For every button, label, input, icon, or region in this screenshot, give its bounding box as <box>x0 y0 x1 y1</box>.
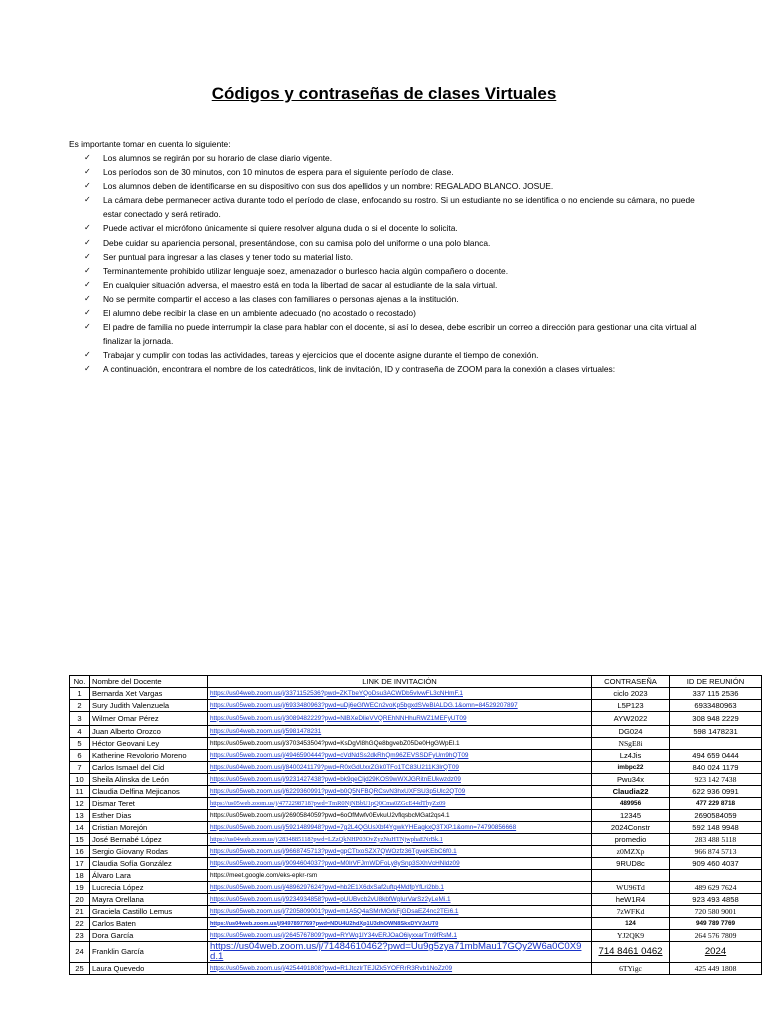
header-link: LINK DE INVITACIÓN <box>208 676 592 688</box>
row-number: 2 <box>70 700 90 712</box>
invitation-link[interactable]: https://us05web.zoom.us/j/2645767809?pwd=RYWq1lY34vERJOaO6iyxxarTm9fRsM.1 <box>210 931 457 939</box>
table-row <box>70 942 762 963</box>
invitation-link[interactable]: https://us05web.zoom.us/j/3703453504?pwd=KsDgVl8hGQe8bgvebZ05De0HgGWpEl.1 <box>210 739 460 747</box>
row-number: 17 <box>70 858 90 870</box>
teacher-name: Dismar Teret <box>90 798 208 810</box>
teacher-name: Bernarda Xet Vargas <box>90 688 208 700</box>
password-cell: ciclo 2023 <box>592 688 670 700</box>
meeting-id-cell: 592 148 9948 <box>670 822 762 834</box>
row-number: 10 <box>70 774 90 786</box>
password-cell <box>592 870 670 882</box>
row-number: 15 <box>70 834 90 846</box>
password-cell: YJ2QK9 <box>592 930 670 942</box>
teacher-name: Sury Judith Valenzuela <box>90 700 208 712</box>
teacher-name: Graciela Castillo Lemus <box>90 906 208 918</box>
password-cell: 124 <box>592 918 670 930</box>
meeting-id-cell <box>670 870 762 882</box>
table-row <box>70 810 762 822</box>
row-number: 22 <box>70 918 90 930</box>
row-number: 14 <box>70 822 90 834</box>
row-number: 3 <box>70 712 90 726</box>
meeting-id-cell: 840 024 1179 <box>670 762 762 774</box>
rule-item: ✓ Los alumnos deben de identificarse en su dispositivo con sus dos apellidos y un nombre: REGALADO BLANCO. JOSUE. <box>84 179 714 193</box>
table-row <box>70 750 762 762</box>
teacher-name: Lucrecia López <box>90 882 208 894</box>
invitation-link[interactable]: https://us04web.zoom.us/j/8400241179?pwd=R0xGdUxxZGk0TFo1TC83U211K3lrQT09 <box>210 763 459 771</box>
meeting-id-cell: 923 493 4858 <box>670 894 762 906</box>
header-meeting-id: ID DE REUNIÓN <box>670 676 762 688</box>
invitation-link[interactable]: https://us04web.zoom.us/j/3371152536?pwd=ZKTbeYQoDsu3ACWDb5vlvwFL3cNHmF.1 <box>210 689 463 697</box>
rule-item: ✓ Trabajar y cumplir con todas las actividades, tareas y ejercicios que el docente asigne durante el tiempo de conexión. <box>84 348 714 362</box>
teacher-name: José Bernabé López <box>90 834 208 846</box>
rule-item: ✓ Terminantemente prohibido utilizar lenguaje soez, amenazador o burlesco hacia algún compañero o docente. <box>84 264 714 278</box>
row-number: 11 <box>70 786 90 798</box>
password-cell: heW1R4 <box>592 894 670 906</box>
meeting-id-cell: 2024 <box>670 942 762 963</box>
table-row <box>70 918 762 930</box>
invitation-link[interactable]: https://us05web.zoom.us/j/6933480963?pwd=uDj6eGfWECn2voKp5bgxdSVeBIALDG.1&omn=84529207897 <box>210 701 518 709</box>
row-number: 6 <box>70 750 90 762</box>
teacher-name: Dora García <box>90 930 208 942</box>
checkmark-icon: ✓ <box>84 279 91 289</box>
row-number: 13 <box>70 810 90 822</box>
rule-item: ✓ No se permite compartir el acceso a las clases con familiares o personas ajenas a la institución. <box>84 292 714 306</box>
rule-item: ✓ A continuación, encontrara el nombre de los catedráticos, link de invitación, ID y contraseña de ZOOM para la conexión a clases virtuales: <box>84 362 714 376</box>
password-cell: NSgE8i <box>592 738 670 750</box>
table-row <box>70 834 762 846</box>
rules-list <box>84 151 714 377</box>
teacher-name: Franklin García <box>90 942 208 963</box>
checkmark-icon: ✓ <box>84 293 91 303</box>
meeting-id-cell: 6933480963 <box>670 700 762 712</box>
page-title: Códigos y contraseñas de clases Virtuales <box>211 84 557 103</box>
table-row <box>70 700 762 712</box>
table-row <box>70 712 762 726</box>
rule-item: ✓ Puede activar el micrófono únicamente si quiere resolver alguna duda o si el docente lo solicita. <box>84 221 714 235</box>
checkmark-icon: ✓ <box>84 195 91 205</box>
invitation-link[interactable]: https://us05web.zoom.us/j/4772298718?pwd=TmR0NjNBbU1pQ0Cma0ZGcE44dThyZz09 <box>210 799 446 807</box>
checkmark-icon: ✓ <box>84 251 91 261</box>
row-number: 5 <box>70 738 90 750</box>
invitation-link[interactable]: https://us05web.zoom.us/j/9668745713?pwd=gpCTtxoSZX7QWOzfz36TgveKEbC6f0.1 <box>210 847 457 855</box>
teacher-name: Juan Alberto Orozco <box>90 726 208 738</box>
password-cell: L5P123 <box>592 700 670 712</box>
checkmark-icon: ✓ <box>84 265 91 275</box>
invitation-link[interactable]: https://us05web.zoom.us/j/6229360991?pwd=b0Q5NFBQRCsvN3hxUXFSU3p5Ulc2QT09 <box>210 787 466 795</box>
header-no: No. <box>70 676 90 688</box>
password-cell: 2024Constr <box>592 822 670 834</box>
row-number: 1 <box>70 688 90 700</box>
table-row <box>70 726 762 738</box>
header-password: CONTRASEÑA <box>592 676 670 688</box>
table-row <box>70 858 762 870</box>
teacher-name: Katherine Revolorio Moreno <box>90 750 208 762</box>
meeting-id-cell: 923 142 7438 <box>670 774 762 786</box>
password-cell: 489956 <box>592 798 670 810</box>
row-number: 19 <box>70 882 90 894</box>
row-number: 12 <box>70 798 90 810</box>
table-row <box>70 688 762 700</box>
row-number: 21 <box>70 906 90 918</box>
invitation-link[interactable]: https://us05web.zoom.us/j/7205809001?pwd=m1A5Q4aSMrMGrkFjGDsaEZ4nc2TEi6.1 <box>210 907 459 915</box>
checkmark-icon: ✓ <box>84 364 91 374</box>
meeting-id-cell <box>670 738 762 750</box>
checkmark-icon: ✓ <box>84 167 91 177</box>
table-header-row <box>70 676 762 688</box>
password-cell: z0MZXp <box>592 846 670 858</box>
invitation-link[interactable]: https://us05web.zoom.us/j/9094604037?pwd=M0lrVFJmWDFoLy8ySnp3SXhVcHNldz09 <box>210 859 460 867</box>
password-cell: imbpc22 <box>592 762 670 774</box>
invitation-link[interactable]: https://us05web.zoom.us/j/3089482229?pwd=NlBXeDlieVVQREhNNHhuRWZ1MEFyUT09 <box>210 714 467 722</box>
meeting-id-cell: 337 115 2536 <box>670 688 762 700</box>
table-row <box>70 906 762 918</box>
meeting-id-cell: 909 460 4037 <box>670 858 762 870</box>
checkmark-icon: ✓ <box>84 350 91 360</box>
teachers-table <box>69 675 762 975</box>
teacher-name: Cristian Morejón <box>90 822 208 834</box>
meeting-id-cell: 477 229 8718 <box>670 798 762 810</box>
rule-item: ✓ Los alumnos se regirán por su horario de clase diario vigente. <box>84 151 714 165</box>
password-cell: promedio <box>592 834 670 846</box>
invitation-link[interactable]: https://us05web.zoom.us/j/2690584059?pwd=6oOfMwfv0EvkuU2vflqsbcMGat2qs4.1 <box>210 811 450 819</box>
table-row <box>70 846 762 858</box>
teacher-name: Carlos Ismael del Cid <box>90 762 208 774</box>
teacher-name: Mayra Orellana <box>90 894 208 906</box>
row-number: 25 <box>70 963 90 975</box>
teacher-name: Héctor Geovani Ley <box>90 738 208 750</box>
meeting-id-cell: 308 948 2229 <box>670 712 762 726</box>
meeting-id-cell: 598 1478231 <box>670 726 762 738</box>
table-row <box>70 882 762 894</box>
table-row <box>70 738 762 750</box>
password-cell: AYW2022 <box>592 712 670 726</box>
meeting-id-cell: 2690584059 <box>670 810 762 822</box>
checkmark-icon: ✓ <box>84 237 91 247</box>
checkmark-icon: ✓ <box>84 308 91 318</box>
password-cell: WU96Td <box>592 882 670 894</box>
row-number: 20 <box>70 894 90 906</box>
teacher-name: Laura Quevedo <box>90 963 208 975</box>
table-row <box>70 798 762 810</box>
table-row <box>70 870 762 882</box>
checkmark-icon: ✓ <box>84 181 91 191</box>
teacher-name: Sheila Alinska de León <box>90 774 208 786</box>
row-number: 18 <box>70 870 90 882</box>
rule-item: ✓ El alumno debe recibir la clase en un ambiente adecuado (no acostado o recostado) <box>84 306 714 320</box>
teacher-name: Claudia Sofía González <box>90 858 208 870</box>
teacher-name: Sergio Giovany Rodas <box>90 846 208 858</box>
table-row <box>70 774 762 786</box>
rule-item: ✓ El padre de familia no puede interrumpir la clase para hablar con el docente, si así lo desea, debe escribir un correo a dirección para gestionar una cita virtual al finalizar la jornada. <box>84 322 697 347</box>
invitation-link[interactable]: https://us04web.zoom.us/j/2834885118?pwd=LZzQkNHP03OvZyzNuHTNjwphaENrBk.1 <box>210 835 443 843</box>
meeting-id-cell: 494 659 0444 <box>670 750 762 762</box>
invitation-link[interactable]: https://us05web.zoom.us/j/5921489948?pwd=7g2L4QGUsXbf4YgwkYHEagkxQ3TXP.1&omn=74790856668 <box>210 823 517 831</box>
meeting-id-cell: 720 580 9001 <box>670 906 762 918</box>
meeting-id-cell: 949 789 7769 <box>670 918 762 930</box>
checkmark-icon: ✓ <box>84 223 91 233</box>
invitation-link[interactable]: https://us04web.zoom.us/j/5981478231 <box>210 727 322 735</box>
password-cell: 7zWFKd <box>592 906 670 918</box>
rule-item: ✓ En cualquier situación adversa, el maestro está en toda la libertad de sacar al estudiante de la sala virtual. <box>84 278 714 292</box>
rule-item: ✓ Ser puntual para ingresar a las clases y tener todo su material listo. <box>84 250 714 264</box>
password-cell: 6TYigc <box>592 963 670 975</box>
row-number: 16 <box>70 846 90 858</box>
password-cell: 714 8461 0462 <box>592 942 670 963</box>
meeting-id-cell: 966 874 5713 <box>670 846 762 858</box>
table-row <box>70 894 762 906</box>
invitation-link[interactable]: https://us05web.zoom.us/j/9234934858?pwd=pUUBvcb2vU8kbfWgIurVarSz2yLeMi.1 <box>210 895 451 903</box>
table-row <box>70 762 762 774</box>
checkmark-icon: ✓ <box>84 322 91 332</box>
password-cell: 12345 <box>592 810 670 822</box>
invitation-link[interactable]: https://us05web.zoom.us/j/4896297624?pwd=hb2E1X6dxSaf2uftq4MdfpYfLri2bb.1 <box>210 883 444 891</box>
meeting-id-cell: 622 936 0991 <box>670 786 762 798</box>
password-cell: Claudia22 <box>592 786 670 798</box>
table-row <box>70 822 762 834</box>
table-row <box>70 786 762 798</box>
invitation-link[interactable]: https://us04web.zoom.us/j/9497897769?pwd=NDU4U2hdXp1U3dhOWN8SkxDYVJzUT0 <box>210 920 439 927</box>
teacher-name: Esther Dias <box>90 810 208 822</box>
invitation-link[interactable]: https://us05web.zoom.us/j/4254491808?pwd=R1JtczlrTEJlZk5YOFRrR3Rvb1NoZz09 <box>210 964 453 972</box>
invitation-link[interactable]: https://us05web.zoom.us/j/4946590444?pwd=cVdNdSs2dkRhQm96ZEVSSDFyUm9hQT09 <box>210 751 469 759</box>
intro-text: Es importante tomar en cuenta lo siguiente: <box>69 139 231 149</box>
row-number: 7 <box>70 762 90 774</box>
password-cell: Lz4Jis <box>592 750 670 762</box>
invitation-link[interactable]: https://us05web.zoom.us/j/9231427438?pwd=bk9qeCljd29KOS9wWXJGRitnEUkwzdz09 <box>210 775 461 783</box>
header-name: Nombre del Docente <box>90 676 208 688</box>
rule-item: ✓ Debe cuidar su apariencia personal, presentándose, con su camisa polo del uniforme o una polo blanca. <box>84 236 714 250</box>
teacher-name: Wilmer Omar Pérez <box>90 712 208 726</box>
meeting-id-cell: 283 488 5118 <box>670 834 762 846</box>
password-cell: Pwu34x <box>592 774 670 786</box>
password-cell: 9RUD8c <box>592 858 670 870</box>
rule-item: ✓ Los períodos son de 30 minutos, con 10 minutos de espera para el siguiente período de clase. <box>84 165 714 179</box>
meeting-id-cell: 264 576 7809 <box>670 930 762 942</box>
row-number: 4 <box>70 726 90 738</box>
rule-item: ✓ La cámara debe permanecer activa durante todo el período de clase, enfocando su rostro. Si un estudiante no se identifica o no enciende su cámara, no puede estar conectado y será retirado. <box>84 195 695 220</box>
checkmark-icon: ✓ <box>84 153 91 162</box>
row-number: 23 <box>70 930 90 942</box>
meeting-id-cell: 425 449 1808 <box>670 963 762 975</box>
teacher-name: Carlos Baten <box>90 918 208 930</box>
row-number: 24 <box>70 942 90 963</box>
password-cell: DG024 <box>592 726 670 738</box>
invitation-link[interactable]: https://us04web.zoom.us/j/71484610462?pwd=Uu9g5zya71mbMau17GQy2W6a0C0X9d.1 <box>210 941 582 962</box>
teacher-name: Álvaro Lara <box>90 870 208 882</box>
table-row <box>70 930 762 942</box>
meeting-id-cell: 489 629 7624 <box>670 882 762 894</box>
table-row <box>70 963 762 975</box>
teacher-name: Claudia Delfina Mejicanos <box>90 786 208 798</box>
invitation-link[interactable]: https://meet.google.com/eks-epkr-rsm <box>210 871 318 879</box>
